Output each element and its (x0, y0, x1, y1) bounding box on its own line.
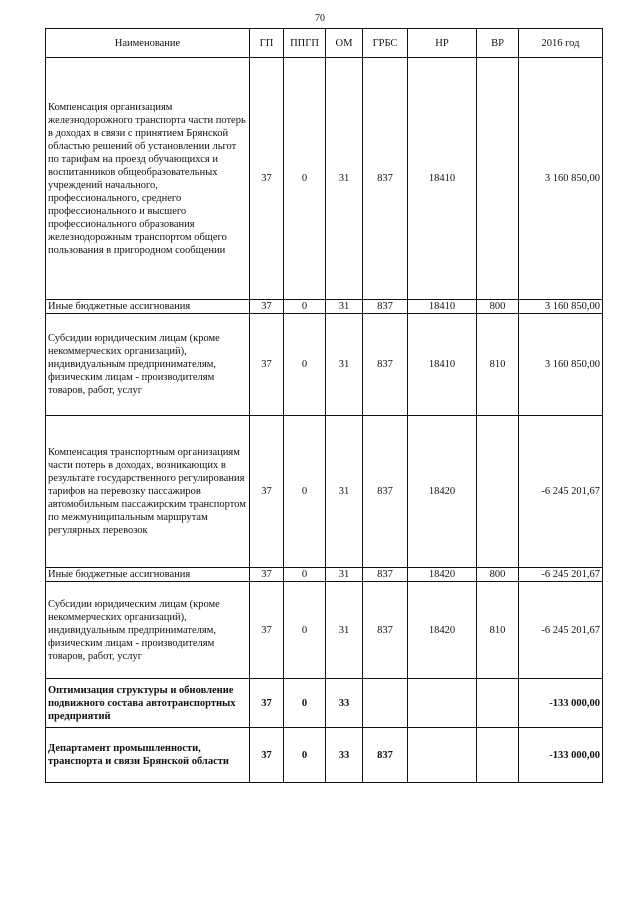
row-grbs: 837 (363, 728, 408, 783)
row-gp: 37 (250, 314, 284, 416)
row-np: 18420 (408, 416, 477, 568)
row-grbs: 837 (363, 568, 408, 582)
row-amount: -6 245 201,67 (519, 568, 603, 582)
row-grbs: 837 (363, 582, 408, 679)
row-amount: -133 000,00 (519, 679, 603, 728)
row-gp: 37 (250, 582, 284, 679)
row-np: 18410 (408, 314, 477, 416)
row-ppgp: 0 (284, 58, 326, 300)
row-amount: 3 160 850,00 (519, 58, 603, 300)
row-gp: 37 (250, 300, 284, 314)
row-vr: 810 (477, 582, 519, 679)
row-amount: 3 160 850,00 (519, 300, 603, 314)
row-ppgp: 0 (284, 582, 326, 679)
row-vr (477, 728, 519, 783)
row-amount: -133 000,00 (519, 728, 603, 783)
header-year: 2016 год (519, 29, 603, 58)
row-vr: 800 (477, 568, 519, 582)
row-grbs: 837 (363, 300, 408, 314)
row-amount: 3 160 850,00 (519, 314, 603, 416)
table-row (46, 416, 603, 568)
row-om: 31 (326, 582, 363, 679)
row-name: Оптимизация структуры и обновление подвижного состава автотранспортных предприятий (46, 679, 250, 728)
row-np (408, 679, 477, 728)
header-om: ОМ (326, 29, 363, 58)
row-name: Субсидии юридическим лицам (кроме некоммерческих организаций), индивидуальным предпринимателям, физическим лицам - производителям товаров, работ, услуг (46, 314, 250, 416)
header-vr: ВР (477, 29, 519, 58)
row-grbs: 837 (363, 314, 408, 416)
table-row (46, 728, 603, 783)
row-om: 31 (326, 568, 363, 582)
table-row (46, 582, 603, 679)
header-name: Наименование (46, 29, 250, 58)
row-vr: 800 (477, 300, 519, 314)
row-vr (477, 679, 519, 728)
row-name: Иные бюджетные ассигнования (46, 568, 250, 582)
row-name: Субсидии юридическим лицам (кроме некоммерческих организаций), индивидуальным предпринимателям, физическим лицам - производителям товаров, работ, услуг (46, 582, 250, 679)
row-om: 31 (326, 416, 363, 568)
table-row (46, 314, 603, 416)
row-amount: -6 245 201,67 (519, 416, 603, 568)
row-np: 18410 (408, 58, 477, 300)
row-name: Компенсация транспортным организациям части потерь в доходах, возникающих в результате государственного регулирования тарифов на перевозку пассажиров автомобильным пассажирским транспортом по межмуниципальным маршрутам регулярных перевозок (46, 416, 250, 568)
row-np: 18420 (408, 568, 477, 582)
row-gp: 37 (250, 568, 284, 582)
header-ppgp: ППГП (284, 29, 326, 58)
row-om: 33 (326, 679, 363, 728)
row-amount: -6 245 201,67 (519, 582, 603, 679)
row-grbs (363, 679, 408, 728)
table-row (46, 300, 603, 314)
row-name: Департамент промышленности, транспорта и связи Брянской области (46, 728, 250, 783)
row-np: 18410 (408, 300, 477, 314)
row-gp: 37 (250, 728, 284, 783)
row-vr (477, 58, 519, 300)
row-ppgp: 0 (284, 416, 326, 568)
row-om: 33 (326, 728, 363, 783)
row-om: 31 (326, 300, 363, 314)
header-np: НР (408, 29, 477, 58)
header-grbs: ГРБС (363, 29, 408, 58)
row-name: Компенсация организациям железнодорожного транспорта части потерь в доходах в связи с принятием Брянской областью решений об установлении льгот по тарифам на проезд обучающихся и воспитанников общеобразовательных учреждений начального, профессионального, среднего профессионального и высшего профессионального образования железнодорожным транспортом общего пользования в пригородном сообщении (46, 58, 250, 300)
row-ppgp: 0 (284, 728, 326, 783)
budget-table (45, 28, 603, 783)
row-vr: 810 (477, 314, 519, 416)
row-gp: 37 (250, 416, 284, 568)
table-row (46, 58, 603, 300)
table-header-row (46, 29, 603, 58)
row-grbs: 837 (363, 416, 408, 568)
row-np: 18420 (408, 582, 477, 679)
row-ppgp: 0 (284, 679, 326, 728)
header-gp: ГП (250, 29, 284, 58)
page-number: 70 (315, 13, 325, 24)
table-row (46, 679, 603, 728)
row-ppgp: 0 (284, 300, 326, 314)
row-om: 31 (326, 58, 363, 300)
row-grbs: 837 (363, 58, 408, 300)
row-ppgp: 0 (284, 568, 326, 582)
row-np (408, 728, 477, 783)
row-gp: 37 (250, 58, 284, 300)
row-om: 31 (326, 314, 363, 416)
table-row (46, 568, 603, 582)
row-gp: 37 (250, 679, 284, 728)
row-ppgp: 0 (284, 314, 326, 416)
row-vr (477, 416, 519, 568)
row-name: Иные бюджетные ассигнования (46, 300, 250, 314)
